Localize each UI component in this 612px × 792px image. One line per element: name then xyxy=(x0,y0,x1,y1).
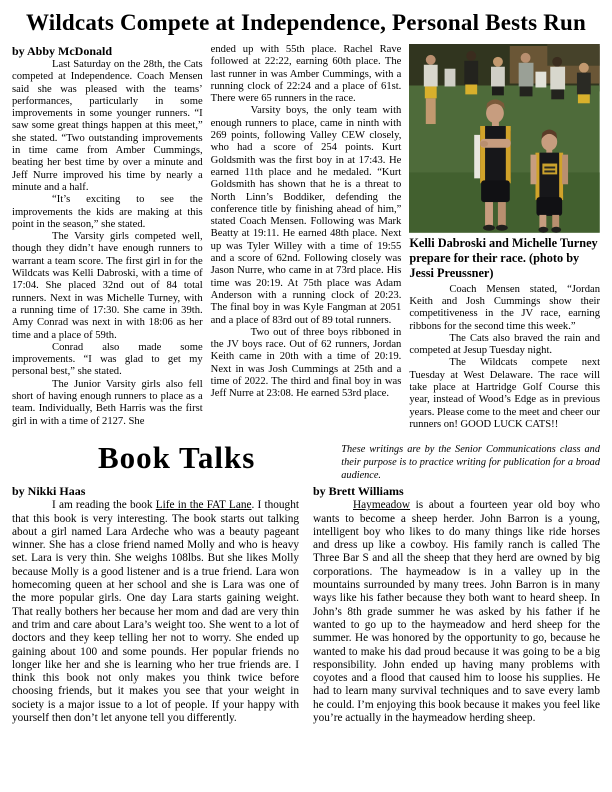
article-paragraph: Coach Mensen stated, “Jordan Keith and Josh Cummings show their competitiveness in the JV race, earning ribbons for the second time this week.” xyxy=(409,283,601,332)
book-title-underlined: Haymeadow xyxy=(353,499,411,512)
article-column-1 xyxy=(12,44,203,431)
book-talk-paragraph xyxy=(313,499,600,725)
book-talks-title-cell xyxy=(12,441,341,475)
article-paragraph: Varsity boys, the only team with enough runners to place, came in ninth with 269 points, following Valley CEW closely, who had a score of 254 points. Kurt Goldsmith was the first boy in at 17:43. He earned 11th place and he medaled. “Kurt Goldsmith has shown that he is a threat to North Linn’s Boddiker, defending the conference title by finishing ahead of him,” stated Coach Mensen. Following was Mark Beatty at 19:11. He earned 48th place. Next up was Tyler Willey with a time of 19:55 and a score of 62nd. Following closely was Jason Nurre, who came in at 73rd place. His time was 20:19. At 75th place was Adam Anderson with a running clock of 20:23. The final boy in was Kyle Fangman at 2051 and a place of 83rd out of 89 total runners. xyxy=(210,105,402,326)
review-text: I am reading the book xyxy=(52,499,156,512)
article-paragraph: The Junior Varsity girls also fell short of having enough runners to place as a team. Individually, Beth Harris was the first girl in with a time of 2127. She xyxy=(12,378,203,427)
book-talk-left xyxy=(12,484,299,725)
article-paragraph: Last Saturday on the 28th, the Cats competed at Independence. Coach Mensen said she was pleased with the teams’ performances, particularly in some improvements in some younger runners. “I saw some great things happen at this meet,” she stated. “Two outstanding improvements in time came from Amber Cummings, beating her best time by over a minute and Jeff Nurre improved his time by nearly a minute and a half. xyxy=(12,59,203,193)
article-paragraph: “It’s exciting to see the improvements the kids are making at this point in the season,” she stated. xyxy=(12,194,203,230)
article-columns xyxy=(12,44,600,431)
book-talk-byline: by Nikki Haas xyxy=(12,484,86,499)
cross-country-photo xyxy=(409,44,600,233)
review-text: . I thought that this book is very interesting. The book starts out talking about a girl named Lara Ardeche who was a beauty pageant winner. She has a close friend named Molly and who is heavy set. Lara is very thin. She weighs 108lbs. But she likes Molly because Molly is a good listener and is a true friend. Lara won homecoming queen at her school and she is Lara was one of the more popular girls. One day Lara starts gaining weight. That really bothers her because her mom and dad are very thin and trim and care about Lara’s weight too. She went to a lot of doctors and they keep telling her not to worry. She ended up gaining about 100 and some pounds. Her popular friends no longer like her and she is learning who her true friends are. I think this book not only makes you think twice before choosing friends, but it makes you see that your weight in society is a major issue to a lot of people. If your happy with yourself then don’t let anyone tell you differently. xyxy=(12,499,299,724)
book-talks-header xyxy=(12,441,600,482)
article-paragraph: Two out of three boys ribboned in the JV boys race. Out of 62 runners, Jordan Keith came in 20th with a time of 20:19. Next in was Josh Cummings at 25th and a time of 2022. The third and final boy in was Jeff Nurre at 23:08. He earned 53rd place. xyxy=(210,326,402,400)
book-talks-columns xyxy=(12,484,600,725)
cross-country-photo-image xyxy=(409,44,600,233)
page-title: Wildcats Compete at Independence, Personal Bests Run xyxy=(25,10,587,35)
section-title: Book Talks xyxy=(97,440,256,476)
article-column-3 xyxy=(409,44,600,431)
book-talk-right xyxy=(313,484,600,725)
section-note: These writings are by the Senior Communications class and their purpose is to practice writing for publication for a broad audience. xyxy=(341,444,600,482)
article-column-2 xyxy=(211,44,402,431)
article-paragraph: The Wildcats compete next Tuesday at West Delaware. The race will take place at Hartridge Golf Course this year, instead of Wood’s Edge as in previous years. Please come to the meet and cheer our runners on! GOOD LUCK CATS!! xyxy=(409,357,601,430)
article-paragraph: ended up with 55th place. Rachel Rave followed at 22:22, earning 60th place. The last runner in was Amber Cummings, with a running clock of 22:24 and a place of 61st. There were 65 runners in the race. xyxy=(210,44,402,105)
book-title-underlined: Life in the FAT Lane xyxy=(155,499,252,512)
article-paragraph: Conrad also made some improvements. “I was glad to get my personal best,” she stated. xyxy=(12,341,203,378)
photo-caption: Kelli Dabroski and Michelle Turney prepare for their race. (photo by Jessi Preussner) xyxy=(409,235,598,280)
book-talk-paragraph xyxy=(12,499,299,725)
article-byline: by Abby McDonald xyxy=(12,44,113,58)
article-paragraph: The Cats also braved the rain and competed at Jesup Tuesday night. xyxy=(409,332,601,357)
book-talk-byline: by Brett Williams xyxy=(313,484,404,499)
article-paragraph: The Varsity girls competed well, though they didn’t have enough runners to warrant a team score. The first girl in for the Wildcats was Kelli Dabroski, with a time of 17:04. She placed 32nd out of 84 total runners. Next in was Michelle Turney, with a running time of 17:30. She came in 39th. Amy Conrad was next in with 18:06 as her time and a place of 59th. xyxy=(12,231,203,341)
review-text: is about a fourteen year old boy who wants to become a sheep herder. John Barron is a young, intelligent boy who likes to do many things like ride horses and dress up like a cowboy. His family ranch is called The Three Bar S and all the sheep that they herd are owned by big corporations. The haymeadow is in a valley up in the mountains surrounded by many trees. John Barron is in many ways like his father because they both want to heard sheep. In John’s 8th grade summer he was asked by his father if he wanted to go up to the haymeadow and herd sheep for the summer. He was honored by the opportunity to go, because he wanted to make his dad proud because it was going to be a big responsibility. John ended up having many problems with coyotes and a flood that caused him to loose his supplies. He had to learn many survival techniques and to save every lamb he could. I’m enjoying this book because it makes you feel like you’re actually in the haymeadow herding sheep. xyxy=(313,499,600,724)
